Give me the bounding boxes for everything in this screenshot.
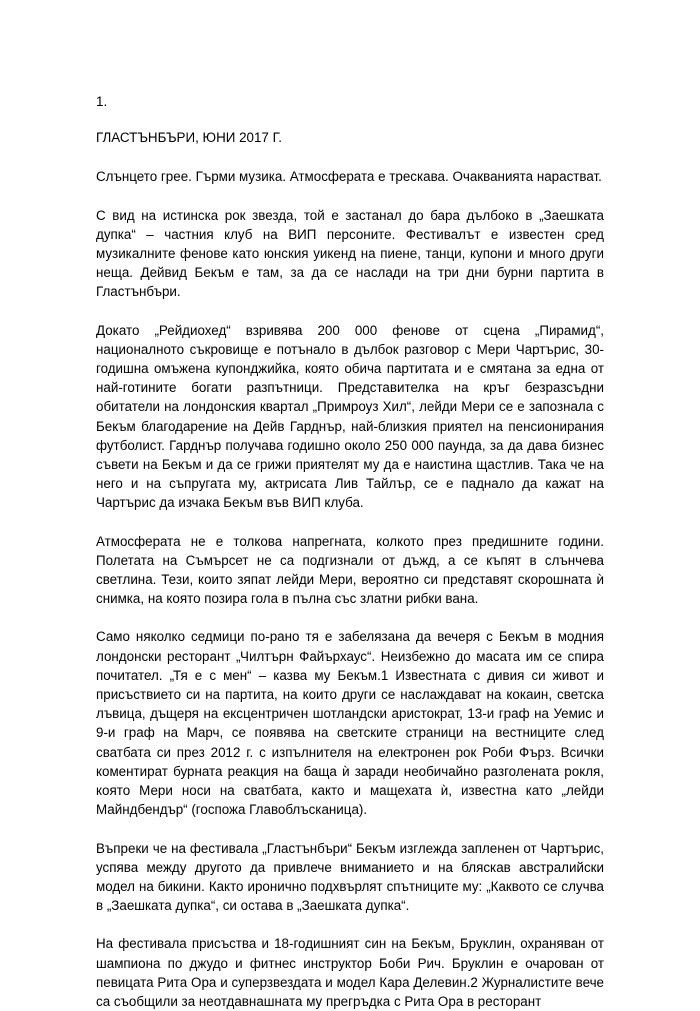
paragraph-1: Слънцето грее. Гърми музика. Атмосферата е трескава. Очакванията нарастват. xyxy=(96,169,602,185)
paragraph-7: На фестивала присъства и 18-годишният син на Бекъм, Бруклин, охраняван от шампиона по джудо и фитнес инструктор Боби Рич. Бруклин е очарован от певицата Рита Ора и суперзвездата и модел Кара Делевин.2 Журналистите вече са съобщили за неотдавнашната му прегръдка с Рита Ора в ресторант xyxy=(96,936,604,1009)
chapter-number: 1. xyxy=(96,94,108,109)
chapter-heading: ГЛАСТЪНБЪРИ, ЮНИ 2017 Г. xyxy=(96,130,282,146)
paragraph-3: Докато „Рейдиохед“ взривява 200 000 фенове от сцена „Пирамид“, националното съкровище е потънало в дълбок разговор с Мери Чартърис, 30-годишна омъжена купонджийка, която обича партитата и е смятана за една от най-готините богати разпътници. Представителка на кръг безразсъдни обитатели на лондонския квартал „Примроуз Хил“, лейди Мери се е запознала с Бекъм благодарение на Дейв Гарднър, най-близкия приятел на пенсионирания футболист. Гарднър получава годишно около 250 000 паунда, за да дава бизнес съвети на Бекъм и да се грижи приятелят му да е наистина щастлив. Така че на него и на съпругата му, актрисата Лив Тайлър, се е паднало да кажат на Чартърис да изчака Бекъм във ВИП клуба. xyxy=(96,322,604,511)
paragraph-2: С вид на истинска рок звезда, той е застанал до бара дълбоко в „Заешката дупка“ – частния клуб на ВИП персоните. Фестивалът е известен сред музикалните фенове като юнския уикенд на пиене, танци, купони и много други неща. Дейвид Бекъм е там, за да се наслади на три дни бурни партита в Гластънбъри. xyxy=(96,207,604,300)
paragraph-4: Атмосферата не е толкова напрегната, колкото през предишните години. Полетата на Съмърсет не са подгизнали от дъжд, а се къпят в слънчева светлина. Тези, които зяпат лейди Мери, вероятно си представят скорошната ѝ снимка, на която позира гола в пълна със златни рибки вана. xyxy=(96,533,604,607)
paragraph-5: Само няколко седмици по-рано тя е забелязана да вечеря с Бекъм в модния лондонски ресторант „Чилтърн Файърхаус“. Неизбежно до масата им се спира почитател. „Тя е с мен“ – казва му Бекъм.1 Известната с дивия си живот и присъствието си на партита, на които други се наслаждават на кокаин, светска лъвица, дъщеря на ексцентричен шотландски аристократ, 13-и граф на Уемис и 9-и граф на Марч, се появява на светските страници на вестниците след сватбата си през 2012 г. с изпълнителя на електронен рок Роби Фърз. Всички коментират бурната реакция на баща ѝ заради необичайно разголената рокля, която Мери носи на сватбата, както и мащехата ѝ, известна като „лейди Майндбендър“ (госпожа Главоблъсканица). xyxy=(96,629,604,818)
paragraph-6: Въпреки че на фестивала „Гластънбъри“ Бекъм изглежда запленен от Чартърис, успява между другото да привлече вниманието и на бляскав австралийски модел на бикини. Както иронично подхвърлят спътниците му: „Каквото се случва в „Заешката дупка“, си остава в „Заешката дупка“. xyxy=(96,840,604,914)
document-page xyxy=(96,92,604,1011)
